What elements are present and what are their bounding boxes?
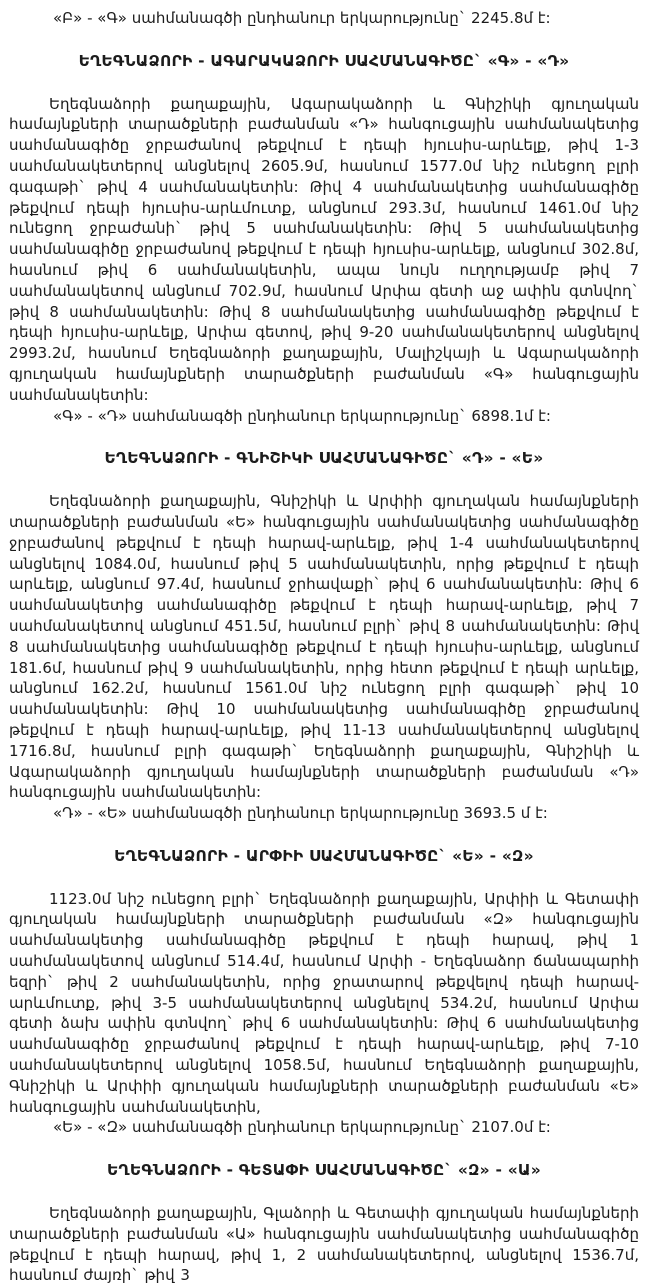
section-agarakadzor	[9, 51, 639, 427]
boundary-total-b-g: «Բ» - «Գ» սահմանագծի ընդհանուր երկարությունը` 2245.8մ է:	[53, 9, 551, 27]
section-heading-getap: ԵՂԵԳՆԱՁՈՐԻ - ԳԵՏԱՓԻ ՍԱՀՄԱՆԱԳԻԾԸ` «Զ» - «Ա»	[107, 1161, 541, 1180]
section-paragraph-getap: Եղեգնաձորի քաղաքային, Գլաձորի և Գետափի գյուղական համայնքների տարածքների բաժանման «Ա» հանգուցային սահմանակետից սահմանագիծը թեքվում է դեպի հարավ, թիվ 1, 2 սահմանակետերով, անցնելով 1536.7մ, հասնում ժայռի` թիվ 3	[9, 1204, 639, 1285]
boundary-total-g-d: «Գ» - «Դ» սահմանագծի ընդհանուր երկարությունը` 6898.1մ է:	[53, 406, 551, 425]
section-paragraph-agarakadzor: Եղեգնաձորի քաղաքային, Ագարակաձորի և Գնիշիկի գյուղական համայնքների տարածքների բաժանման «Դ» հանգուցային սահմանակետից սահմանագիծը ջրբաժանով թեքվում է դեպի հյուսիս-արևելք, թիվ 1-3 սահմանակետերով անցնելով 2605.9մ, հասնում 1577.0մ նիշ ունեցող բլրի գագաթի` թիվ 4 սահմանակետին: Թիվ 4 սահմանակետից սահմանագիծը թեքվում դեպի հյուսիս-արևմուտք, անցնում 293.3մ, հասնում 1461.0մ նիշ ունեցող ջրբաժանի` թիվ 5 սահմանակետին: Թիվ 5 սահմանակետից սահմանագիծը ջրբաժանով թեքվում է դեպի հյուսիս-արևելք, անցնում 302.8մ, հասնում թիվ 6 սահմանակետին, ապա նույն ուղղությամբ թիվ 7 սահմանակետով անցնում 702.9մ, հասնում Արփա գետի աջ ափին գտնվող` թիվ 8 սահմանակետին: Թիվ 8 սահմանակետից սահմանագիծը թեքվում է դեպի հյուսիս-արևելք, Արփա գետով, թիվ 9-20 սահմանակետերով անցնելով 2993.2մ, հասնում Եղեգնաձորի քաղաքային, Մալիշկայի և Ագարակաձորի գյուղական համայնքների տարածքների բաժանման «Գ» հանգուցային սահմանակետին:	[9, 94, 639, 404]
boundary-total-e-z: «Ե» - «Զ» սահմանագծի ընդհանուր երկարությունը` 2107.0մ է:	[53, 1118, 551, 1137]
section-arpi	[9, 846, 639, 1138]
boundary-total-d-e: «Դ» - «Ե» սահմանագծի ընդհանուր երկարությունը 3693.5 մ է:	[53, 804, 548, 823]
section-heading-gnishik: ԵՂԵԳՆԱՁՈՐԻ - ԳՆԻՇԻԿԻ ՍԱՀՄԱՆԱԳԻԾԸ` «Դ» - «Ե»	[104, 449, 544, 468]
section-getap	[9, 1160, 639, 1286]
section-heading-agarakadzor: ԵՂԵԳՆԱՁՈՐԻ - ԱԳԱՐԱԿԱՁՈՐԻ ՍԱՀՄԱՆԱԳԻԾԸ` «Գ» - «Դ»	[78, 51, 570, 70]
section-gnishik	[9, 448, 639, 824]
section-paragraph-arpi: 1123.0մ նիշ ունեցող բլրի` Եղեգնաձորի քաղաքային, Արփիի և Գետափի գյուղական համայնքների տարածքների բաժանման «Զ» հանգուցային սահմանակետից սահմանագիծը թեքվում է դեպի հարավ, թիվ 1 սահմանակետով անցնում 514.4մ, հասնում Արփի - Եղեգնաձոր ճանապարհի եզրի` թիվ 2 սահմանակետին, որից ջրատարով թեքվելով դեպի հարավ-արևմուտք, թիվ 3-5 սահմանակետերով անցնելով 534.2մ, հասնում Արփա գետի ձախ ափին գտնվող` թիվ 6 սահմանակետին: Թիվ 6 սահմանակետից սահմանագիծը ջրբաժանով թեքվում է դեպի հարավ-արևելք, թիվ 7-10 սահմանակետերով անցնելով 1058.5մ, հասնում Եղեգնաձորի քաղաքային, Գնիշիկի և Արփիի գյուղական համայնքների տարածքների բաժանման «Ե» հանգուցային սահմանակետին,	[9, 889, 639, 1116]
section-paragraph-gnishik: Եղեգնաձորի քաղաքային, Գնիշիկի և Արփիի գյուղական համայնքների տարածքների բաժանման «Ե» հանգուցային սահմանակետից սահմանագիծը ջրբաժանով թեքվում է դեպի հարավ-արևելք, թիվ 1-4 սահմանակետերով անցնելով 1084.0մ, հասնում թիվ 5 սահմանակետին, որից թեքվում է դեպի արևելք, անցնում 97.4մ, հասնում ջրհավաքի` թիվ 6 սահմանակետին: Թիվ 6 սահմանակետից սահմանագիծը թեքվում է դեպի հարավ-արևելք, թիվ 7 սահմանակետով անցնում 451.5մ, հասնում բլրի` թիվ 8 սահմանակետին: Թիվ 8 սահմանակետից սահմանագիծը թեքվում է դեպի հյուսիս-արևելք, անցնում 181.6մ, հասնում թիվ 9 սահմանակետին, որից հետո թեքվում է դեպի արևելք, անցնում 162.2մ, հասնում 1561.0մ նիշ ունեցող բլրի գագաթի` թիվ 10 սահմանակետին: Թիվ 10 սահմանակետից սահմանագիծը ջրբաժանով թեքվում է դեպի հարավ-արևելք, թիվ 11-13 սահմանակետերով անցնելով 1716.8մ, հասնում բլրի գագաթի` Եղեգնաձորի քաղաքային, Գնիշիկի և Ագարակաձորի գյուղական համայնքների տարածքների բաժանման «Դ» հանգուցային սահմանակետին:	[9, 492, 639, 802]
section-heading-arpi: ԵՂԵԳՆԱՁՈՐԻ - ԱՐՓԻԻ ՍԱՀՄԱՆԱԳԻԾԸ` «Ե» - «Զ»	[114, 846, 534, 865]
